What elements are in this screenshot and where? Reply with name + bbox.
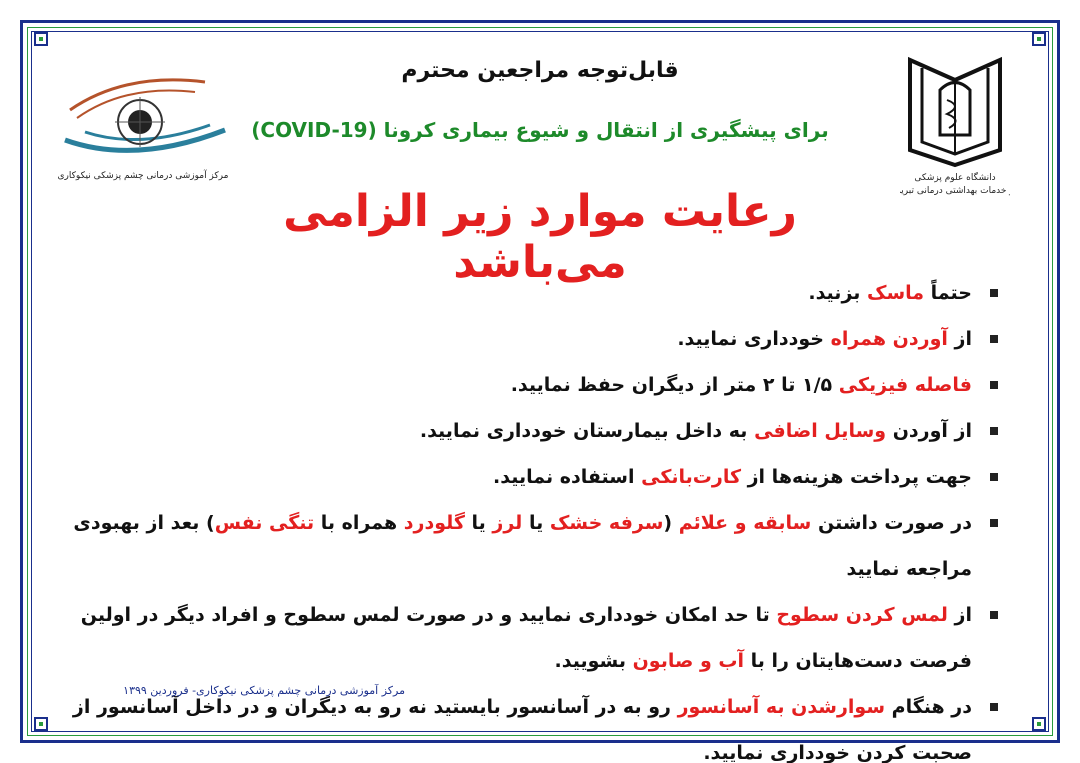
rule-text: از آوردن (886, 420, 972, 442)
frame-corner-ornament (1032, 32, 1046, 46)
rule-text: رو به در آسانسور بایستید نه رو به دیگران و در داخل آسانسور از صحبت کردن خودداری نمایید. (72, 696, 972, 763)
rule-item (68, 362, 998, 408)
rule-text: به داخل بیمارستان خودداری نمایید. (419, 420, 755, 442)
rule-text: حتماً (924, 282, 972, 304)
rule-emphasis: لمس کردن سطوح (776, 604, 948, 626)
rule-item (68, 270, 998, 316)
frame-corner-ornament (1032, 717, 1046, 731)
rule-text: استفاده نمایید. (493, 466, 642, 488)
rule-emphasis: ماسک (867, 282, 925, 304)
rule-text: ۱/۵ تا ۲ متر از دیگران حفظ نمایید. (510, 374, 839, 396)
rule-emphasis: فاصله فیزیکی (838, 374, 972, 396)
rule-emphasis: سرفه خشک (549, 512, 664, 534)
notice-subtitle: برای پیشگیری از انتقال و شیوع بیماری کرونا (COVID-19) (251, 118, 829, 142)
rule-text: بشویید. (554, 650, 633, 672)
university-logo-caption-1: دانشگاه علوم پزشکی (914, 173, 996, 183)
rule-emphasis: سوارشدن به آسانسور (677, 696, 886, 718)
rule-text: جهت پرداخت هزینه‌ها از (741, 466, 972, 488)
rule-text: از (947, 328, 972, 350)
rule-text: بزنید. (808, 282, 868, 304)
rule-item (68, 592, 998, 684)
rule-text: خودداری نمایید. (677, 328, 831, 350)
rule-text: از (947, 604, 972, 626)
rule-text: یا (464, 512, 493, 534)
eye-center-logo-caption: مرکز آموزشی درمانی چشم پزشکی نیکوکاری (57, 171, 229, 181)
rule-item (68, 454, 998, 500)
rule-text: ( (663, 512, 679, 534)
notice-headline: رعایت موارد زیر الزامی می‌باشد (283, 186, 797, 288)
university-logo (900, 50, 1010, 200)
rule-emphasis: تنگی نفس (214, 512, 315, 534)
notice-title: قابل‌توجه مراجعین محترم (401, 58, 679, 83)
rule-text: ) بعد از بهبودی مراجعه نمایید (73, 512, 972, 580)
rule-text: در هنگام (885, 696, 972, 718)
rule-text: یا (522, 512, 550, 534)
rule-emphasis: کارت‌بانکی (641, 466, 741, 488)
rule-item (68, 316, 998, 362)
frame-corner-ornament (34, 32, 48, 46)
rule-emphasis: وسایل اضافی (754, 420, 887, 442)
rule-item (68, 408, 998, 454)
rule-text: در صورت داشتن (811, 512, 972, 534)
frame-corner-ornament (34, 717, 48, 731)
university-logo-caption-2: و خدمات بهداشتی درمانی تبریز (900, 186, 1010, 196)
rule-emphasis: گلودرد (403, 512, 465, 534)
rule-text: همراه با (314, 512, 404, 534)
footer-note: مرکز آموزشی درمانی چشم پزشکی نیکوکاری- فروردین ۱۳۹۹ (123, 684, 405, 697)
eye-center-logo (55, 70, 230, 190)
rule-emphasis: آوردن همراه (830, 328, 948, 350)
rule-item (68, 500, 998, 592)
rule-emphasis: لرز (492, 512, 523, 534)
rule-emphasis: آب و صابون (632, 650, 744, 672)
rule-text: تا حد امکان خودداری نمایید و در صورت لمس سطوح و افراد دیگر در اولین فرصت دست‌هایتان را با (80, 604, 972, 672)
rule-emphasis: سابقه و علائم (678, 512, 812, 534)
